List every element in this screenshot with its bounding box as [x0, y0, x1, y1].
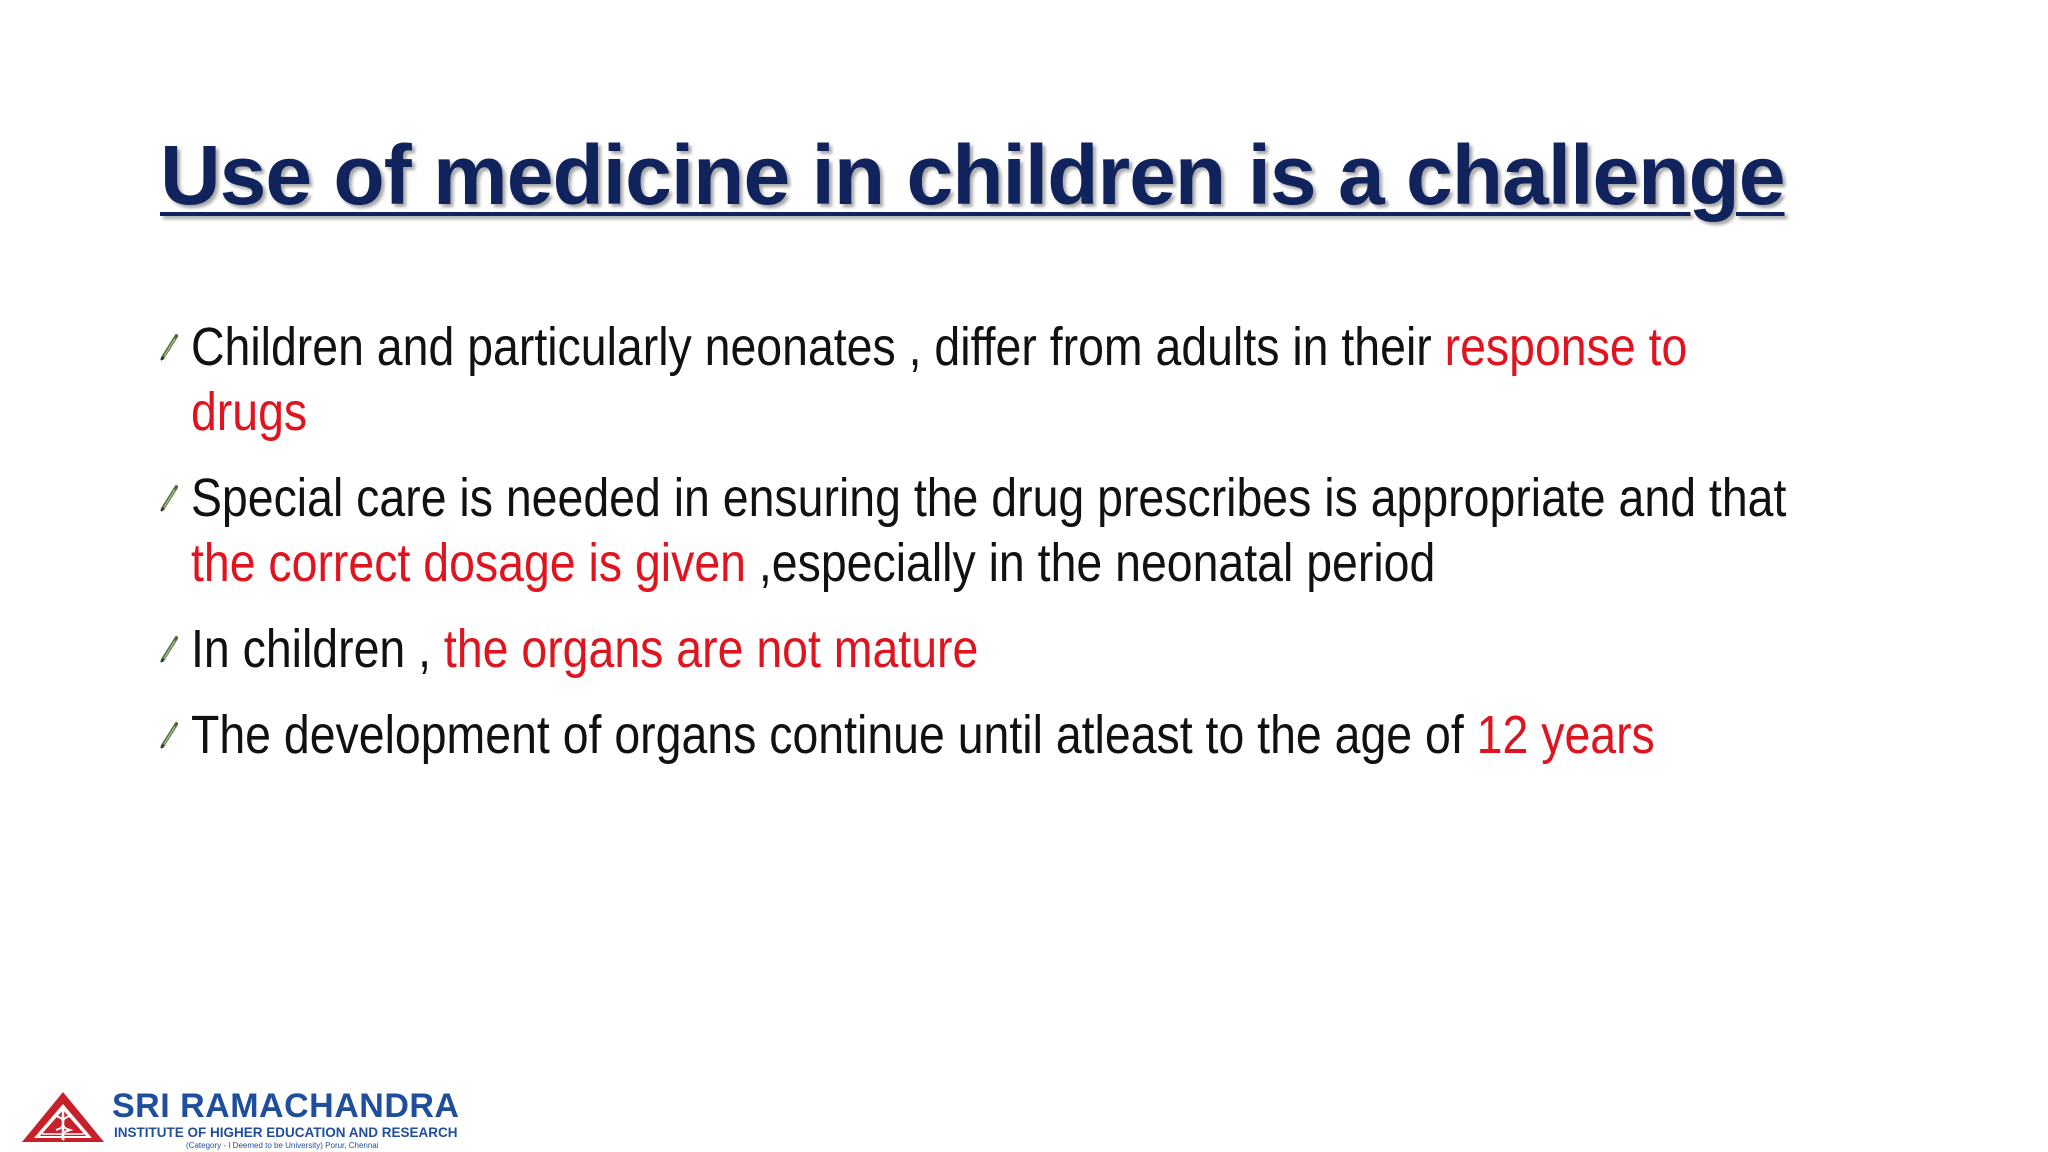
institution-logo — [20, 1087, 480, 1150]
bullet-text: In children , — [190, 619, 444, 679]
bullet-text: Special care is needed in ensuring the drug prescribes is appropriate and that — [190, 468, 1787, 528]
bullet-highlight: response to — [1444, 317, 1688, 377]
logo-subtitle: INSTITUTE OF HIGHER EDUCATION AND RESEARCH — [114, 1125, 458, 1140]
pencil-icon — [160, 484, 179, 512]
bullet-highlight: the correct dosage is given — [190, 533, 746, 593]
caduceus-triangle-icon — [20, 1090, 106, 1144]
pencil-icon — [160, 635, 179, 663]
bullet-text: Children and particularly neonates , differ from adults in their — [190, 317, 1445, 377]
bullet-item — [160, 617, 1945, 682]
bullet-highlight: 12 years — [1476, 705, 1655, 765]
pencil-icon — [160, 333, 179, 361]
slide-title: Use of medicine in children is a challenge — [160, 128, 1785, 222]
bullet-text: The development of organs continue until atleast to the age of — [190, 705, 1477, 765]
bullet-item — [160, 703, 1945, 768]
bullet-list — [160, 315, 1920, 789]
bullet-item — [160, 466, 1945, 596]
bullet-item — [160, 315, 1945, 445]
bullet-highlight: the organs are not mature — [443, 619, 979, 679]
pencil-icon — [160, 721, 179, 749]
logo-note: (Category - I Deemed to be University) Porur, Chennai — [186, 1141, 379, 1150]
logo-name: SRI RAMACHANDRA — [112, 1087, 460, 1125]
bullet-text: ,especially in the neonatal period — [745, 533, 1436, 593]
bullet-highlight: drugs — [190, 382, 308, 442]
